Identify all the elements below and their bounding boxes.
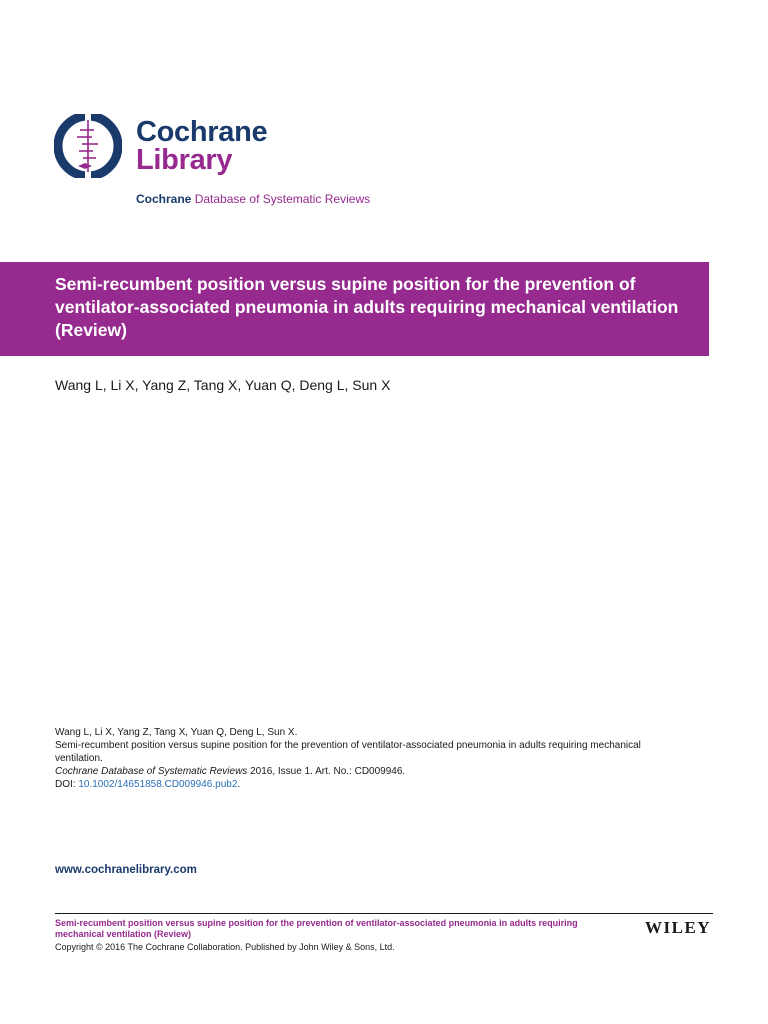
citation-details: 2016, Issue 1. Art. No.: CD009946. (247, 766, 406, 777)
doi-link[interactable]: 10.1002/14651858.CD009946.pub2 (78, 779, 238, 790)
author-list: Wang L, Li X, Yang Z, Tang X, Yuan Q, Deng L, Sun X (55, 377, 391, 393)
website-link[interactable]: www.cochranelibrary.com (55, 864, 197, 876)
doi-suffix: . (237, 779, 241, 790)
citation-source (55, 765, 675, 778)
citation-doi (55, 778, 675, 791)
wiley-logo: WILEY (645, 918, 712, 937)
review-title: Semi-recumbent position versus supine position for the prevention of ventilator-associated pneumonia in adults requiring mechanical ventilation (Review) (55, 274, 679, 340)
citation-title: Semi-recumbent position versus supine position for the prevention of ventilator-associated pneumonia in adults requiring mechanical ventilation. (55, 740, 641, 764)
cochrane-forest-plot-logo-icon (54, 114, 122, 178)
footer-divider (55, 913, 713, 914)
database-name (136, 192, 370, 206)
cochrane-library-logo (54, 114, 354, 184)
database-brand: Cochrane (136, 192, 192, 206)
footer-review-title: Semi-recumbent position versus supine position for the prevention of ventilator-associated pneumonia in adults requiring mechanical ventilation (Review) (55, 918, 578, 939)
citation-authors: Wang L, Li X, Yang Z, Tang X, Yuan Q, Deng L, Sun X. (55, 727, 298, 738)
title-banner (0, 262, 709, 356)
logo-word-cochrane: Cochrane (136, 116, 268, 148)
footer-copyright: Copyright © 2016 The Cochrane Collaboration. Published by John Wiley & Sons, Ltd. (55, 942, 395, 952)
citation-block (55, 726, 675, 791)
database-title: Database of Systematic Reviews (194, 192, 371, 206)
citation-journal: Cochrane Database of Systematic Reviews (55, 766, 248, 777)
doi-label: DOI: (55, 779, 79, 790)
logo-word-library: Library (136, 144, 233, 176)
